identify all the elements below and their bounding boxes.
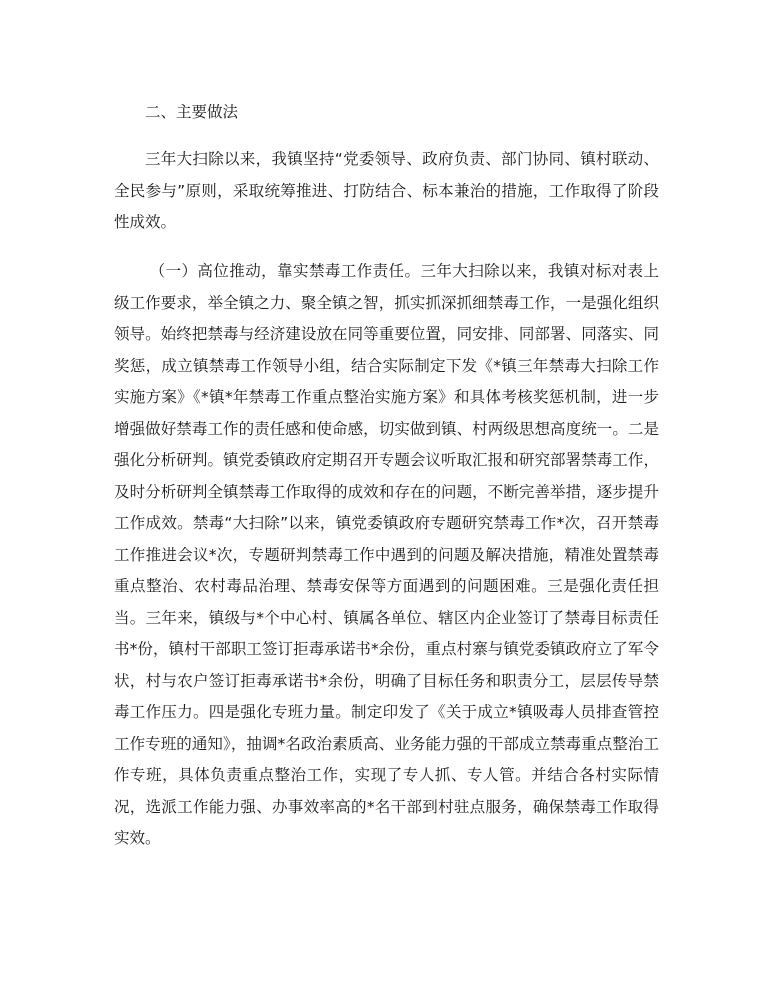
section-heading: 二、主要做法: [145, 103, 239, 121]
paragraph-section-one: （一）高位推动，靠实禁毒工作责任。三年大扫除以来，我镇对标对表上级工作要求，举全镇之力、聚全镇之智，抓实抓深抓细禁毒工作，一是强化组织领导。始终把禁毒与经济建设放在同等重要位置，同安排、同部署、同落实、同奖惩，成立镇禁毒工作领导小组，结合实际制定下发《*镇三年禁毒大扫除工作实施方案》《*镇*年禁毒工作重点整治实施方案》和具体考核奖惩机制，进一步增强做好禁毒工作的责任感和使命感，切实做到镇、村两级思想高度统一。二是强化分析研判。镇党委镇政府定期召开专题会议听取汇报和研究部署禁毒工作，及时分析研判全镇禁毒工作取得的成效和存在的问题，不断完善举措，逐步提升工作成效。禁毒“大扫除”以来，镇党委镇政府专题研究禁毒工作*次，召开禁毒工作推进会议*次，专题研判禁毒工作中遇到的问题及解决措施，精准处置禁毒重点整治、农村毒品治理、禁毒安保等方面遇到的问题困难。三是强化责任担当。三年来，镇级与*个中心村、镇属各单位、辖区内企业签订了禁毒目标责任书*份，镇村干部职工签订拒毒承诺书*余份，重点村寨与镇党委镇政府立了军令状，村与农户签订拒毒承诺书*余份，明确了目标任务和职责分工，层层传导禁毒工作压力。四是强化专班力量。制定印发了《关于成立*镇吸毒人员排查管控工作专班的通知》，抽调*名政治素质高、业务能力强的干部成立禁毒重点整治工作专班，具体负责重点整治工作，实现了专人抓、专人管。并结合各村实际情况，选派工作能力强、办事效率高的*名干部到村驻点服务，确保禁毒工作取得实效。: [114, 262, 659, 847]
paragraph-intro: 三年大扫除以来，我镇坚持“党委领导、政府负责、部门协同、镇村联动、全民参与”原则，采取统筹推进、打防结合、标本兼治的措施，工作取得了阶段性成效。: [114, 150, 659, 231]
